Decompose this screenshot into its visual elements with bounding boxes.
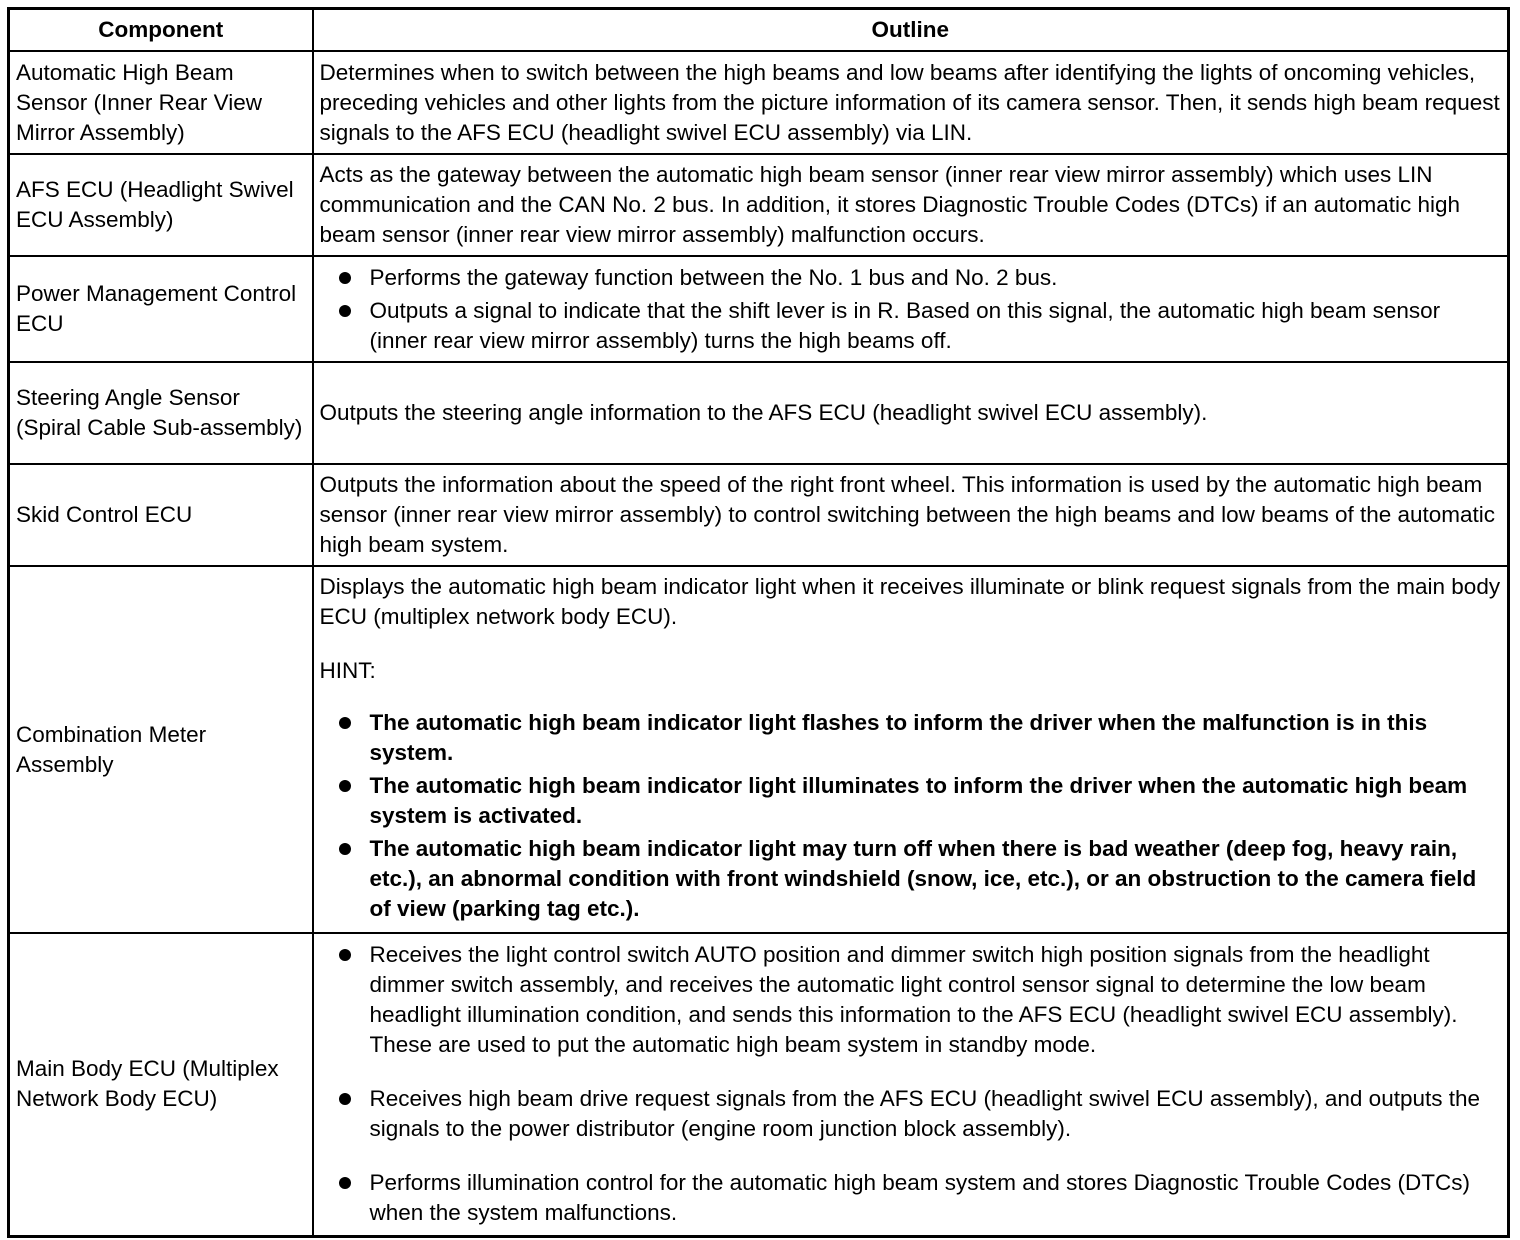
- list-item: [320, 771, 1502, 831]
- table-row: [9, 933, 1509, 1236]
- list-item-text: Performs illumination control for the automatic high beam system and stores Diagnostic Trouble Codes (DTCs) when the system malfunctions.: [369, 1170, 1470, 1226]
- list-item-text: Performs the gateway function between the No. 1 bus and No. 2 bus.: [369, 264, 1058, 290]
- component-cell: Skid Control ECU: [9, 464, 313, 566]
- outline-cell: Outputs the information about the speed of the right front wheel. This information is used by the automatic high beam sensor (inner rear view mirror assembly) to control switching between the high beams and low beams of the automatic high beam system.: [313, 464, 1509, 566]
- component-cell: Automatic High Beam Sensor (Inner Rear View Mirror Assembly): [9, 51, 313, 154]
- outline-cell: Acts as the gateway between the automatic high beam sensor (inner rear view mirror assembly) which uses LIN communication and the CAN No. 2 bus. In addition, it stores Diagnostic Trouble Codes (DTCs) if an automatic high beam sensor (inner rear view mirror assembly) malfunction occurs.: [313, 154, 1509, 256]
- component-cell: Steering Angle Sensor (Spiral Cable Sub-assembly): [9, 362, 313, 464]
- outline-cell: Outputs the steering angle information to the AFS ECU (headlight swivel ECU assembly).: [313, 362, 1509, 464]
- list-item-text: The automatic high beam indicator light may turn off when there is bad weather (deep fog, heavy rain, etc.), an abnormal condition with front windshield (snow, ice, etc.), or an obstruction to the camera field of view (parking tag etc.).: [369, 836, 1477, 921]
- list-item: [320, 296, 1502, 356]
- component-cell: Combination Meter Assembly: [9, 566, 313, 933]
- outline-cell: [313, 256, 1509, 362]
- list-item-text: Receives high beam drive request signals from the AFS ECU (headlight swivel ECU assembly), and outputs the signals to the power distributor (engine room junction block assembly).: [369, 1086, 1481, 1142]
- table-row: [9, 464, 1509, 566]
- table-row: [9, 566, 1509, 933]
- outline-cell: [313, 933, 1509, 1236]
- bullet-icon: [339, 780, 351, 792]
- table-row: [9, 51, 1509, 154]
- outline-column-header: Outline: [313, 9, 1509, 52]
- list-item-text: The automatic high beam indicator light illuminates to inform the driver when the automatic high beam system is activated.: [369, 773, 1468, 828]
- table-row: [9, 256, 1509, 362]
- bullet-icon: [339, 843, 351, 855]
- hint-label: HINT:: [319, 658, 376, 683]
- list-item-text: Outputs a signal to indicate that the shift lever is in R. Based on this signal, the automatic high beam sensor (inner rear view mirror assembly) turns the high beams off.: [369, 297, 1441, 353]
- component-column-header: Component: [9, 9, 313, 52]
- component-outline-table: [7, 7, 1510, 1238]
- table-header-row: [9, 9, 1509, 52]
- list-item: [320, 708, 1502, 768]
- component-cell: Power Management Control ECU: [9, 256, 313, 362]
- list-item-text: Receives the light control switch AUTO position and dimmer switch high position signals from the headlight dimmer switch assembly, and receives the automatic light control sensor signal to determine the low beam headlight illumination condition, and sends this information to the AFS ECU (headlight swivel ECU assembly). These are used to put the automatic high beam system in standby mode.: [369, 942, 1458, 1058]
- bullet-list: [320, 263, 1502, 356]
- table-row: [9, 154, 1509, 256]
- bullet-icon: [339, 305, 351, 317]
- list-item: [320, 1084, 1502, 1144]
- bullet-list: [320, 940, 1502, 1228]
- list-item: [320, 834, 1502, 924]
- outline-cell: [313, 566, 1509, 933]
- outline-text: Displays the automatic high beam indicator light when it receives illuminate or blink request signals from the main body ECU (multiplex network body ECU).: [319, 574, 1501, 629]
- hint-bullet-list: [320, 708, 1502, 924]
- bullet-icon: [339, 1093, 351, 1105]
- component-cell: AFS ECU (Headlight Swivel ECU Assembly): [9, 154, 313, 256]
- component-cell: Main Body ECU (Multiplex Network Body ECU): [9, 933, 313, 1236]
- list-item: [320, 940, 1502, 1060]
- bullet-icon: [339, 717, 351, 729]
- bullet-icon: [339, 272, 351, 284]
- list-item-text: The automatic high beam indicator light flashes to inform the driver when the malfunction is in this system.: [369, 710, 1428, 765]
- list-item: [320, 1168, 1502, 1228]
- list-item: [320, 263, 1502, 293]
- bullet-icon: [339, 949, 351, 961]
- outline-cell: Determines when to switch between the high beams and low beams after identifying the lights of oncoming vehicles, preceding vehicles and other lights from the picture information of its camera sensor. Then, it sends high beam request signals to the AFS ECU (headlight swivel ECU assembly) via LIN.: [313, 51, 1509, 154]
- table-row: [9, 362, 1509, 464]
- bullet-icon: [339, 1177, 351, 1189]
